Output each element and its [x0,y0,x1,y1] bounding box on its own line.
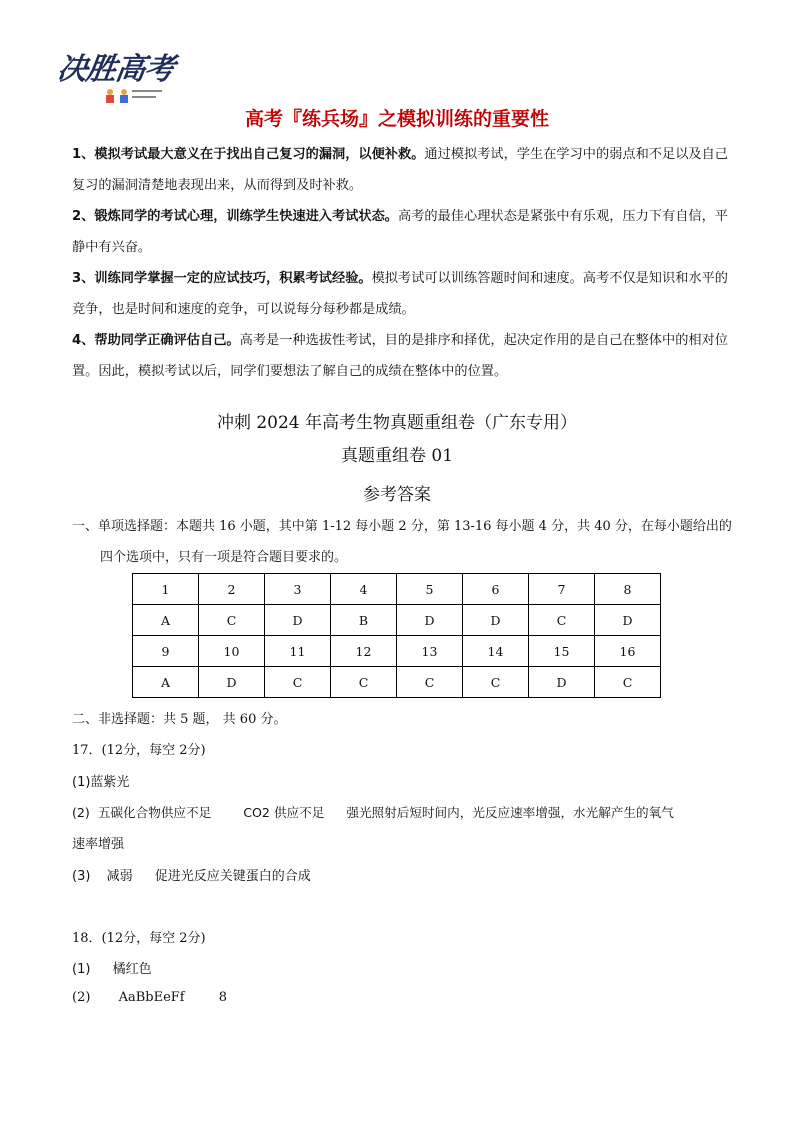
table-cell: C [529,605,595,636]
table-cell: C [397,667,463,698]
table-cell: 7 [529,574,595,605]
table-cell: 8 [595,574,661,605]
logo [56,44,174,108]
table-cell: 10 [199,636,265,667]
q17-answer-3: (3) 减弱 促进光反应关键蛋白的合成 [72,869,311,884]
table-row [133,605,661,636]
table-cell: 6 [463,574,529,605]
table-cell: D [265,605,331,636]
table-cell: 1 [133,574,199,605]
table-cell: D [199,667,265,698]
intro-section [72,139,728,387]
table-cell: 11 [265,636,331,667]
table-row [133,574,661,605]
table-cell: A [133,605,199,636]
table-cell: 9 [133,636,199,667]
table-cell: C [595,667,661,698]
exam-subtitle: 真题重组卷 01 [340,446,454,466]
logo-text: 决胜高考 [55,52,176,87]
table-row [133,636,661,667]
intro-paragraph-3: 3、训练同学掌握一定的应试技巧，积累考试经验。模拟考试可以训练答题时间和速度。高考不仅是知识和水平的竞争，也是时间和速度的竞争，可以说每分每秒都是成绩。 [72,271,728,317]
table-cell: D [529,667,595,698]
table-cell: 3 [265,574,331,605]
q18-answer-1: (1) 橘红色 [72,962,152,977]
table-cell: C [463,667,529,698]
table-cell: 15 [529,636,595,667]
q17-heading: 17．(12分，每空 2分) [72,743,206,758]
table-cell: 4 [331,574,397,605]
table-cell: C [331,667,397,698]
table-cell: 2 [199,574,265,605]
logo-figures-icon [90,84,170,106]
section2-heading: 二、非选择题：共 5 题， 共 60 分。 [72,712,287,727]
q18-answer-2: (2) AaBbEeFf 8 [72,990,228,1005]
intro-paragraph-2: 2、锻炼同学的考试心理，训练学生快速进入考试状态。高考的最佳心理状态是紧张中有乐观，压力下有自信，平静中有兴奋。 [72,209,728,255]
q18-heading: 18．(12分，每空 2分) [72,931,206,946]
table-cell: 14 [463,636,529,667]
q17-answer-2-cont: 速率增强 [72,837,125,852]
page-title: 高考『练兵场』之模拟训练的重要性 [244,108,549,130]
table-cell: B [331,605,397,636]
table-row [133,667,661,698]
table-cell: A [133,667,199,698]
intro-paragraph-1: 1、模拟考试最大意义在于找出自己复习的漏洞，以便补救。通过模拟考试，学生在学习中的弱点和不足以及自己复习的漏洞清楚地表现出来，从而得到及时补救。 [72,147,728,193]
table-cell: 12 [331,636,397,667]
q17-answer-1: (1)蓝紫光 [72,775,130,790]
q17-answer-2: (2) 五碳化合物供应不足 CO2 供应不足 强光照射后短时间内，光反应速率增强，水光解产生的氧气 [72,805,674,820]
table-cell: 13 [397,636,463,667]
intro-paragraph-4: 4、帮助同学正确评估自己。高考是一种选拔性考试，目的是排序和择优，起决定作用的是自己在整体中的相对位置。因此，模拟考试以后，同学们要想法了解自己的成绩在整体中的位置。 [72,333,728,379]
table-cell: D [397,605,463,636]
answer-table [132,573,661,698]
table-cell: C [199,605,265,636]
answer-heading: 参考答案 [363,485,431,505]
table-cell: D [463,605,529,636]
table-cell: C [265,667,331,698]
section1-instructions: 一、单项选择题：本题共 16 小题，其中第 1-12 每小题 2 分，第 13-16 每小题 4 分，共 40 分，在每小题给出的四个选项中，只有一项是符合题目要求的。 [72,519,732,565]
table-cell: D [595,605,661,636]
table-cell: 5 [397,574,463,605]
table-cell: 16 [595,636,661,667]
exam-title: 冲刺 2024 年高考生物真题重组卷（广东专用） [216,413,578,433]
